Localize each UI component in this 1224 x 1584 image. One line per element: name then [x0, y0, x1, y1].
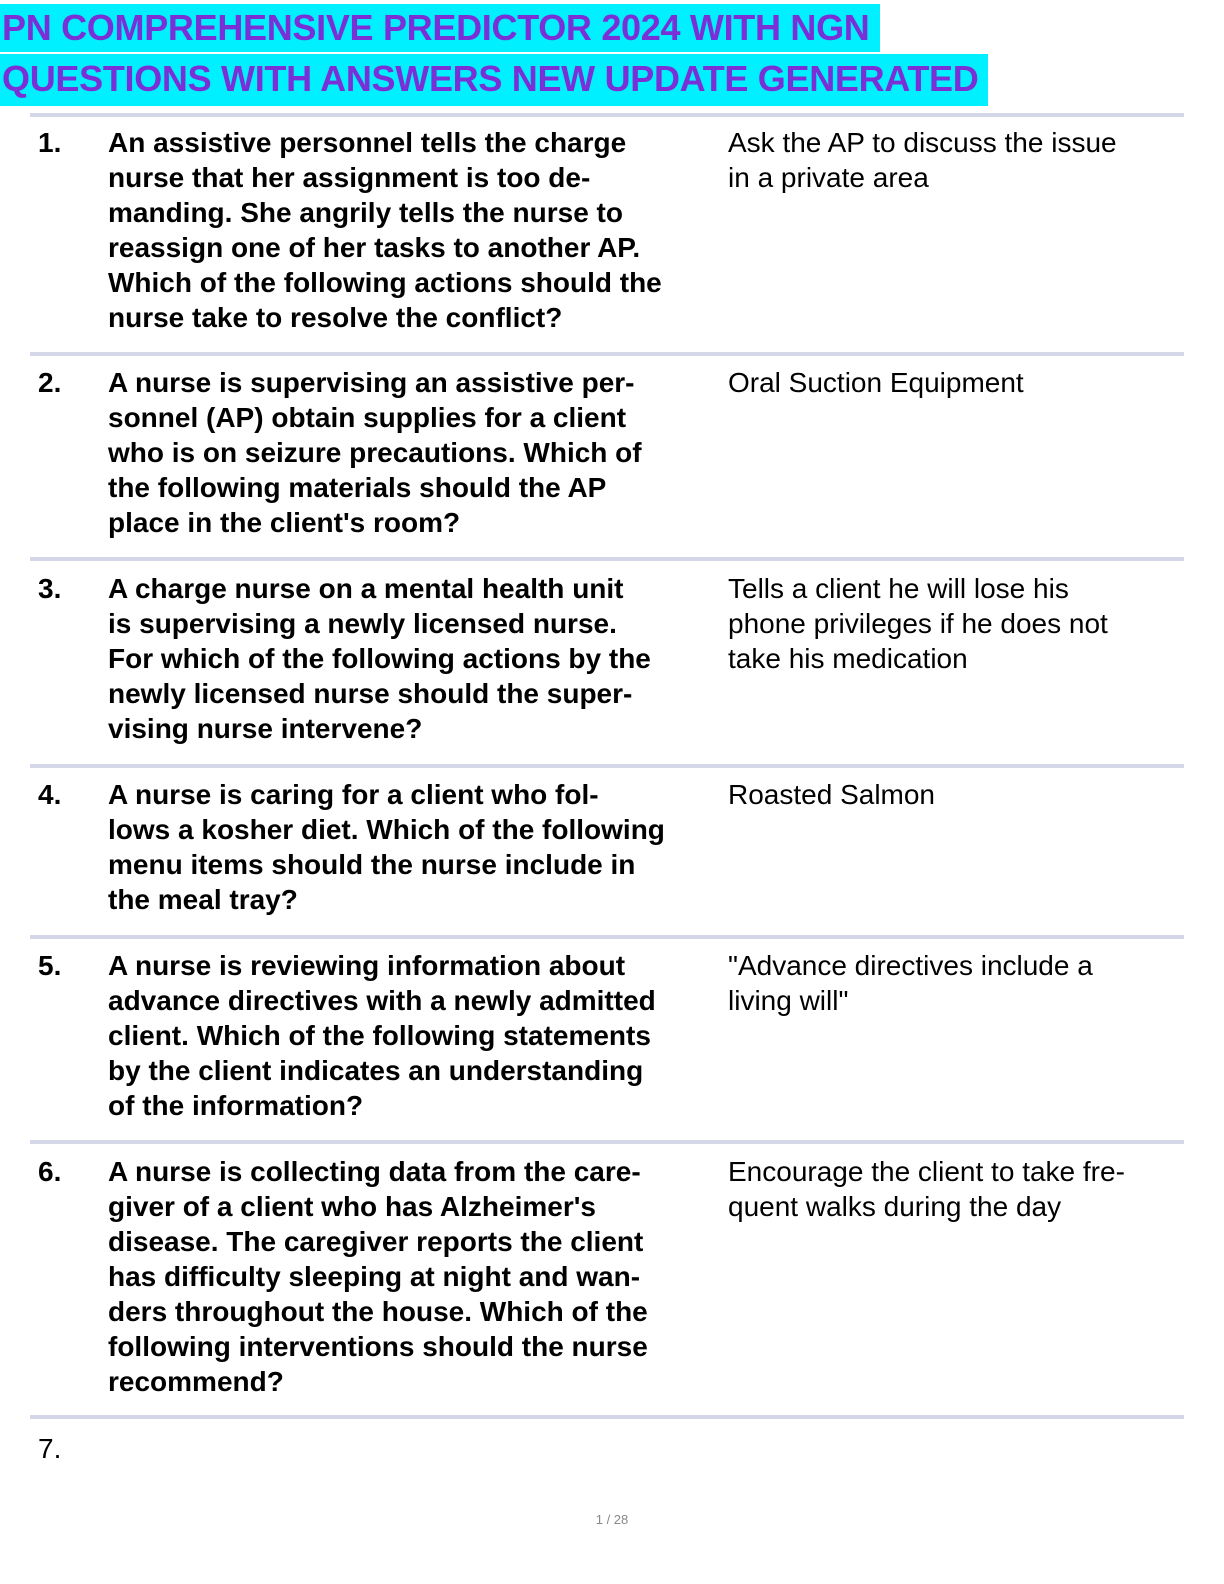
divider: [30, 764, 1184, 768]
divider: [30, 935, 1184, 939]
question-text: A nurse is collecting data from the care- giver of a client who has Alzheimer's disease. The caregiver reports the client has difficulty sleeping at night and wan- ders throughout the house. Which of the following interventions should the nurse recommend?: [108, 1156, 648, 1397]
question-text: An assistive personnel tells the charge nurse that her assignment is too de- manding. She angrily tells the nurse to reassign one of her tasks to another AP. Which of the following actions should the nurse take to resolve the conflict?: [108, 127, 662, 333]
answer-text: Ask the AP to discuss the issue in a private area: [728, 127, 1117, 193]
divider: [30, 1415, 1184, 1419]
answer-text: Tells a client he will lose his phone privileges if he does not take his medication: [728, 573, 1108, 674]
question-number: 4.: [38, 779, 62, 810]
question-text: A nurse is reviewing information about advance directives with a newly admitted client. Which of the following statements by the client indicates an understanding of the information?: [108, 950, 656, 1121]
answer-text: Roasted Salmon: [728, 779, 936, 810]
divider: [30, 352, 1184, 356]
title-line-1: PN COMPREHENSIVE PREDICTOR 2024 WITH NGN: [0, 4, 880, 52]
page-indicator: 1 / 28: [595, 1512, 629, 1527]
question-number: 1.: [38, 127, 62, 158]
answer-text: Oral Suction Equipment: [728, 367, 1024, 398]
next-question-number: 7.: [38, 1433, 62, 1464]
question-number: 3.: [38, 573, 62, 604]
divider: [30, 1140, 1184, 1144]
question-number: 2.: [38, 367, 62, 398]
question-text: A nurse is supervising an assistive per- sonnel (AP) obtain supplies for a client who is on seizure precautions. Which of the following materials should the AP place in the client's room?: [108, 367, 642, 538]
question-number: 5.: [38, 950, 62, 981]
question-number: 6.: [38, 1156, 62, 1187]
title-line-2: QUESTIONS WITH ANSWERS NEW UPDATE GENERATED: [0, 54, 988, 106]
document-title: [0, 4, 988, 106]
divider: [30, 557, 1184, 561]
divider: [30, 113, 1184, 117]
question-text: A charge nurse on a mental health unit is supervising a newly licensed nurse. For which of the following actions by the newly licensed nurse should the super- vising nurse intervene?: [108, 573, 651, 744]
answer-text: Encourage the client to take fre- quent walks during the day: [728, 1156, 1125, 1222]
answer-text: "Advance directives include a living will": [728, 950, 1093, 1016]
question-text: A nurse is caring for a client who fol- lows a kosher diet. Which of the following menu items should the nurse include in the meal tray?: [108, 779, 665, 915]
